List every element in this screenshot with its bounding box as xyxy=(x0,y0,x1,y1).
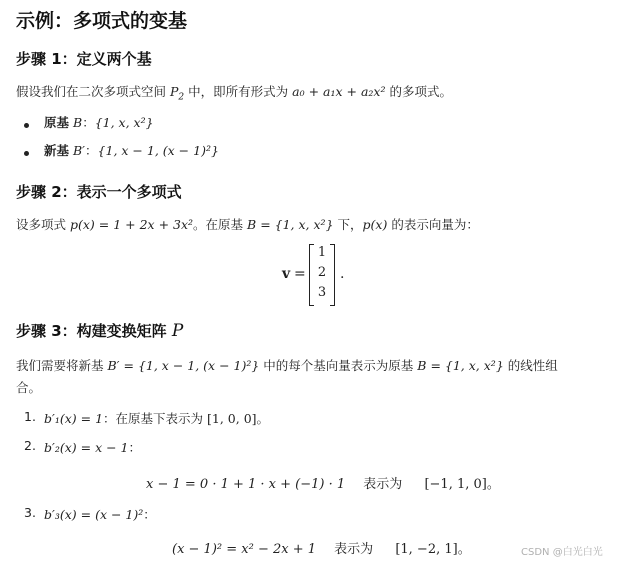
bullet-sep: ： xyxy=(85,143,98,158)
vector-period: . xyxy=(340,266,345,282)
matrix-symbol: P xyxy=(171,321,184,341)
bullet-set: {1, x − 1, (x − 1)²} xyxy=(97,143,219,158)
bullet-label: 新基 xyxy=(44,143,70,158)
bullet-symbol: B xyxy=(73,115,83,130)
step2-mid1: 。在原基 xyxy=(193,217,244,232)
list-item xyxy=(44,409,269,427)
bullet-dot xyxy=(24,151,29,156)
display-expr: x − 1 = 0 · 1 + 1 · x + (−1) · 1 xyxy=(146,477,346,492)
step3-heading-text: 步骤 3：构建变换矩阵 xyxy=(16,322,167,340)
step2-prefix: 设多项式 xyxy=(16,217,67,232)
item-expr: b′₃(x) = (x − 1)² xyxy=(44,507,144,522)
step1-heading: 步骤 1：定义两个基 xyxy=(16,50,152,68)
item-expr: b′₁(x) = 1 xyxy=(44,411,104,426)
step3-line1-mid: 中的每个基向量表示为原基 xyxy=(263,358,414,373)
bullet-symbol: B′ xyxy=(73,143,86,158)
list-number: 3. xyxy=(24,505,36,520)
bullet-new-basis xyxy=(44,141,219,159)
step1-intro-suffix: 的多项式。 xyxy=(389,84,452,99)
step3-line1 xyxy=(16,356,558,374)
item-end: 。 xyxy=(256,411,270,426)
step2-heading: 步骤 2：表示一个多项式 xyxy=(16,183,182,201)
display-label: 表示为 xyxy=(334,542,374,557)
list-item xyxy=(44,438,141,456)
vector-entry: 1 xyxy=(317,245,327,260)
vector-entry: 2 xyxy=(317,265,327,280)
step2-mid2: 下， xyxy=(337,217,363,232)
display-end: 。 xyxy=(486,477,500,492)
page-title: 示例：多项式的变基 xyxy=(16,10,188,32)
display-equation xyxy=(172,538,471,557)
display-coords: [1, −2, 1] xyxy=(395,542,458,557)
bullet-dot xyxy=(24,123,29,128)
vector-entry: 3 xyxy=(317,285,327,300)
vector-label: v xyxy=(282,266,291,282)
display-label: 表示为 xyxy=(363,477,403,492)
bullet-original-basis xyxy=(44,113,154,131)
right-bracket xyxy=(330,244,335,306)
step2-poly: p(x) = 1 + 2x + 3x² xyxy=(70,217,194,232)
item-expr: b′₂(x) = x − 1 xyxy=(44,440,129,455)
watermark: CSDN @白光白光 xyxy=(521,547,603,558)
display-coords: [−1, 1, 0] xyxy=(424,477,487,492)
step3-new-basis: B′ = {1, x − 1, (x − 1)²} xyxy=(107,358,260,373)
item-sep: ： xyxy=(128,440,142,455)
item-coords: [1, 0, 0] xyxy=(207,411,257,426)
bullet-set: {1, x, x²} xyxy=(94,115,154,130)
left-bracket xyxy=(309,244,314,306)
list-number: 1. xyxy=(24,409,36,424)
step1-formula: a₀ + a₁x + a₂x² xyxy=(292,84,386,99)
list-item xyxy=(44,505,156,523)
step3-line1-prefix: 我们需要将新基 xyxy=(16,358,104,373)
display-equation xyxy=(146,473,500,492)
item-sep: ：在原基下表示为 xyxy=(103,411,204,426)
step2-suffix: 的表示向量为： xyxy=(391,217,479,232)
step2-basis: B = {1, x, x²} xyxy=(247,217,334,232)
step3-heading xyxy=(16,320,183,341)
display-end: 。 xyxy=(457,542,471,557)
bullet-sep: ： xyxy=(82,115,95,130)
step2-line xyxy=(16,215,479,233)
coordinate-vector xyxy=(282,244,362,308)
step3-line1-suffix: 的线性组 xyxy=(507,358,558,373)
step1-intro-mid: 中，即所有形式为 xyxy=(188,84,289,99)
step2-px: p(x) xyxy=(362,217,388,232)
space-symbol: $P_2$ xyxy=(170,84,185,103)
step1-intro-prefix: 假设我们在二次多项式空间 xyxy=(16,84,167,99)
bullet-label: 原基 xyxy=(44,115,70,130)
step3-orig-basis: B = {1, x, x²} xyxy=(417,358,504,373)
vector-equals: = xyxy=(294,266,306,282)
step3-line2: 合。 xyxy=(16,380,42,395)
item-sep: ： xyxy=(143,507,156,522)
step1-intro xyxy=(16,82,452,103)
display-expr: (x − 1)² = x² − 2x + 1 xyxy=(172,542,317,557)
list-number: 2. xyxy=(24,438,36,453)
